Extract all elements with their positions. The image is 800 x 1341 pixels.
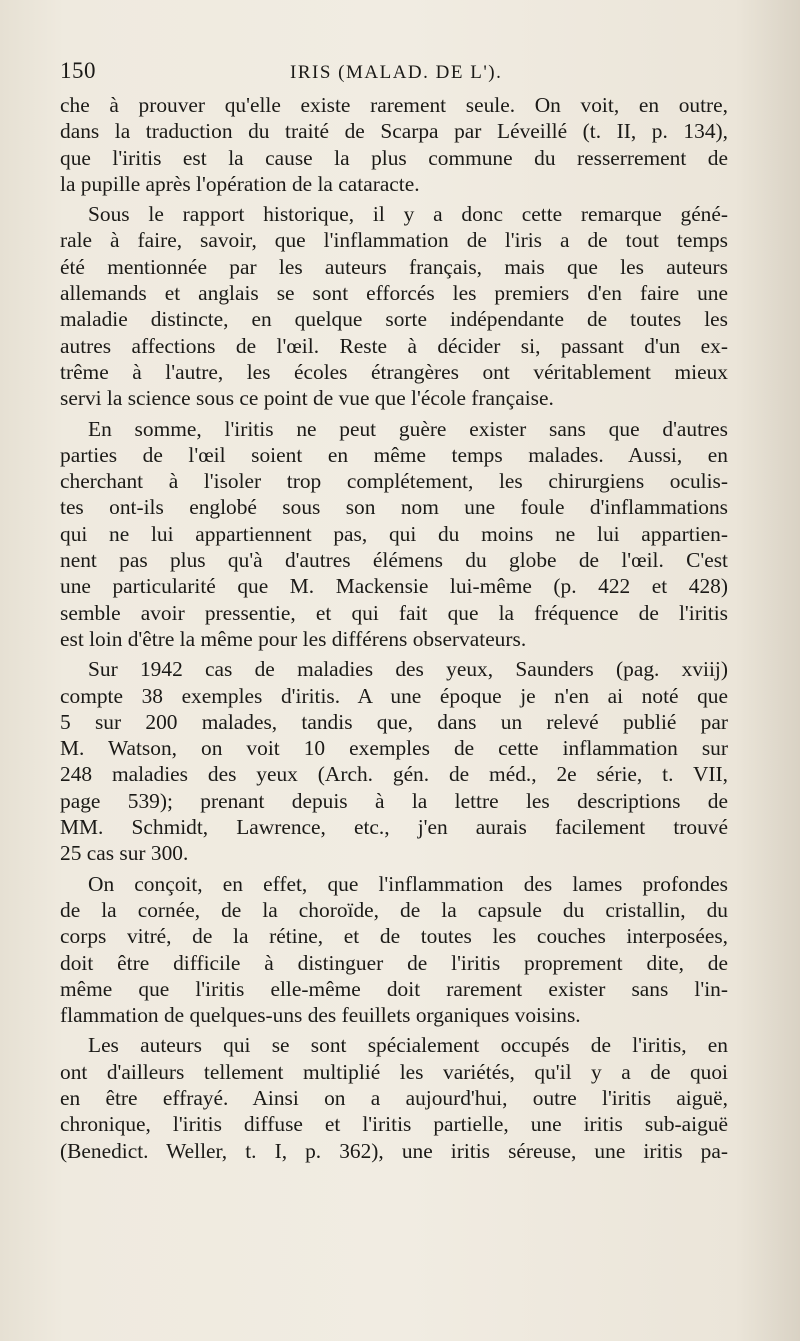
text-line: page 539); prenant depuis à la lettre les descriptions de (60, 788, 728, 813)
paragraph (60, 201, 728, 411)
text-line: chronique, l'iritis diffuse et l'iritis partielle, une iritis sub-aiguë (60, 1112, 728, 1137)
text-line: dans la traduction du traité de Scarpa par Léveillé (t. II, p. 134), (60, 119, 728, 144)
paragraph (60, 656, 728, 866)
text-line: autres affections de l'œil. Reste à décider si, passant d'un ex- (60, 333, 728, 358)
text-line: ont d'ailleurs tellement multiplié les variétés, qu'il y a de quoi (60, 1059, 728, 1084)
running-head: IRIS (MALAD. DE L'). (290, 62, 503, 83)
paragraph (60, 871, 728, 1029)
text-line: flammation de quelques-uns des feuillets organiques voisins. (60, 1003, 581, 1028)
text-line: même que l'iritis elle-même doit rarement exister sans l'in- (60, 976, 728, 1001)
body-text (60, 92, 728, 1168)
text-line: de la cornée, de la choroïde, de la capsule du cristallin, du (60, 897, 728, 922)
text-line: che à prouver qu'elle existe rarement seule. On voit, en outre, (60, 93, 728, 117)
text-line: trême à l'autre, les écoles étrangères ont véritablement mieux (60, 359, 728, 384)
text-line: nent pas plus qu'à d'autres élémens du globe de l'œil. C'est (60, 548, 728, 573)
text-line: (Benedict. Weller, t. I, p. 362), une iritis séreuse, une iritis pa- (60, 1138, 728, 1163)
paragraph (60, 92, 728, 197)
text-line: Sous le rapport historique, il y a donc cette remarque géné- (88, 202, 728, 227)
text-line: 5 sur 200 malades, tandis que, dans un relevé publié par (60, 709, 728, 734)
text-line: semble avoir pressentie, et qui fait que la fréquence de l'iritis (60, 600, 728, 625)
text-line: En somme, l'iritis ne peut guère exister sans que d'autres (88, 416, 728, 441)
text-line: qui ne lui appartiennent pas, qui du moins ne lui appartien- (60, 521, 728, 546)
text-line: tes ont-ils englobé sous son nom une foule d'inflammations (60, 495, 728, 520)
text-line: 248 maladies des yeux (Arch. gén. de méd., 2e série, t. VII, (60, 762, 728, 787)
text-line: allemands et anglais se sont efforcés les premiers d'en faire une (60, 281, 728, 306)
text-line: est loin d'être la même pour les différens observateurs. (60, 626, 527, 651)
text-line: que l'iritis est la cause la plus commune du resserrement de (60, 145, 728, 170)
text-line: Sur 1942 cas de maladies des yeux, Saunders (pag. xviij) (88, 657, 728, 682)
text-line: 25 cas sur 300. (60, 841, 189, 866)
text-line: corps vitré, de la rétine, et de toutes les couches interposées, (60, 924, 728, 949)
paragraph (60, 1032, 728, 1163)
text-line: la pupille après l'opération de la cataracte. (60, 171, 420, 196)
text-line: parties de l'œil soient en même temps malades. Aussi, en (60, 442, 728, 467)
text-line: MM. Schmidt, Lawrence, etc., j'en aurais facilement trouvé (60, 815, 728, 840)
text-line: On conçoit, en effet, que l'inflammation des lames profondes (88, 871, 728, 896)
paragraph (60, 416, 728, 653)
text-line: une particularité que M. Mackensie lui-même (p. 422 et 428) (60, 574, 728, 599)
page-header (60, 58, 730, 88)
text-line: été mentionnée par les auteurs français, mais que les auteurs (60, 254, 728, 279)
page-number: 150 (60, 58, 96, 83)
text-line: servi la science sous ce point de vue que l'école française. (60, 386, 554, 411)
text-line: M. Watson, on voit 10 exemples de cette inflammation sur (60, 736, 728, 761)
text-line: en être effrayé. Ainsi on a aujourd'hui, outre l'iritis aiguë, (60, 1085, 728, 1110)
text-line: compte 38 exemples d'iritis. A une époque je n'en ai noté que (60, 683, 728, 708)
text-line: Les auteurs qui se sont spécialement occupés de l'iritis, en (88, 1033, 728, 1058)
text-line: rale à faire, savoir, que l'inflammation de l'iris a de tout temps (60, 228, 728, 253)
text-line: doit être difficile à distinguer de l'iritis proprement dite, de (60, 950, 728, 975)
text-line: cherchant à l'isoler trop complétement, les chirurgiens oculis- (60, 469, 728, 494)
text-line: maladie distincte, en quelque sorte indépendante de toutes les (60, 307, 728, 332)
